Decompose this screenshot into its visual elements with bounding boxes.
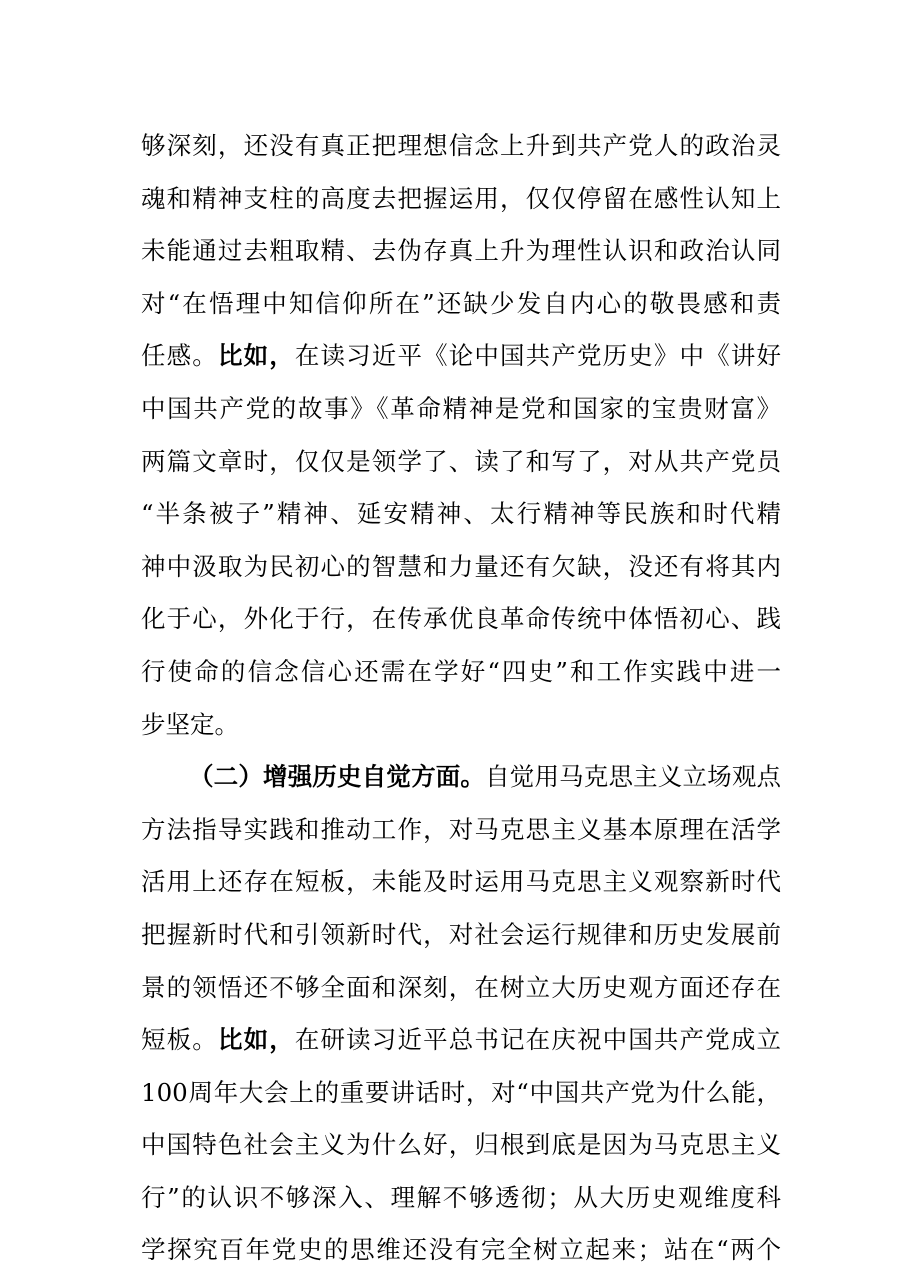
document-body [141, 120, 781, 1277]
text-line: 魂和精神支柱的高度去把握运用，仅仅停留在感性认知上 [141, 183, 781, 213]
text-span: 在读习近平《论中国共产党历史》中《讲好 [294, 341, 781, 371]
text-line [141, 330, 781, 383]
text-span: 在研读习近平总书记在庆祝中国共产党成立 [294, 1025, 781, 1055]
text-line: 行使命的信念信心还需在学好“四史”和工作实践中进一 [141, 656, 781, 686]
text-line: 100周年大会上的重要讲话时，对“中国共产党为什么能， [141, 1077, 781, 1107]
text-line: 化于心，外化于行，在传承优良革命传统中体悟初心、践 [141, 604, 781, 634]
bold-phrase: 比如， [217, 341, 295, 371]
text-line: 方法指导实践和推动工作，对马克思主义基本原理在活学 [141, 814, 781, 844]
text-line: 中国特色社会主义为什么好，归根到底是因为马克思主义 [141, 1130, 781, 1160]
text-line: 两篇文章时，仅仅是领学了、读了和写了，对从共产党员 [141, 446, 781, 476]
text-line: 步坚定。 [141, 709, 239, 739]
text-span: 短板。 [141, 1025, 218, 1055]
text-line [141, 1014, 781, 1067]
section-heading: （二）增强历史自觉方面。 [189, 762, 486, 792]
text-line: “半条被子”精神、延安精神、太行精神等民族和时代精 [141, 499, 781, 529]
text-span: 任感。 [141, 341, 218, 371]
text-span: 自觉用马克思主义立场观点 [485, 762, 782, 792]
bold-phrase: 比如， [217, 1025, 295, 1055]
text-line: 够深刻，还没有真正把理想信念上升到共产党人的政治灵 [141, 131, 781, 160]
text-line: 景的领悟还不够全面和深刻，在树立大历史观方面还存在 [141, 972, 781, 1002]
text-line: 未能通过去粗取精、去伪存真上升为理性认识和政治认同 [141, 236, 781, 266]
text-line: 对“在悟理中知信仰所在”还缺少发自内心的敬畏感和责 [141, 288, 781, 318]
text-line: 活用上还存在短板，未能及时运用马克思主义观察新时代 [141, 867, 781, 897]
section-heading-line [141, 751, 781, 804]
text-line: 把握新时代和引领新时代，对社会运行规律和历史发展前 [141, 919, 781, 949]
text-line: 中国共产党的故事》《革命精神是党和国家的宝贵财富》 [141, 393, 781, 423]
text-line: 神中汲取为民初心的智慧和力量还有欠缺，没还有将其内 [141, 551, 781, 581]
text-line: 行”的认识不够深入、理解不够透彻；从大历史观维度科 [141, 1182, 781, 1212]
text-line: 学探究百年党史的思维还没有完全树立起来；站在“两个 [141, 1235, 781, 1265]
